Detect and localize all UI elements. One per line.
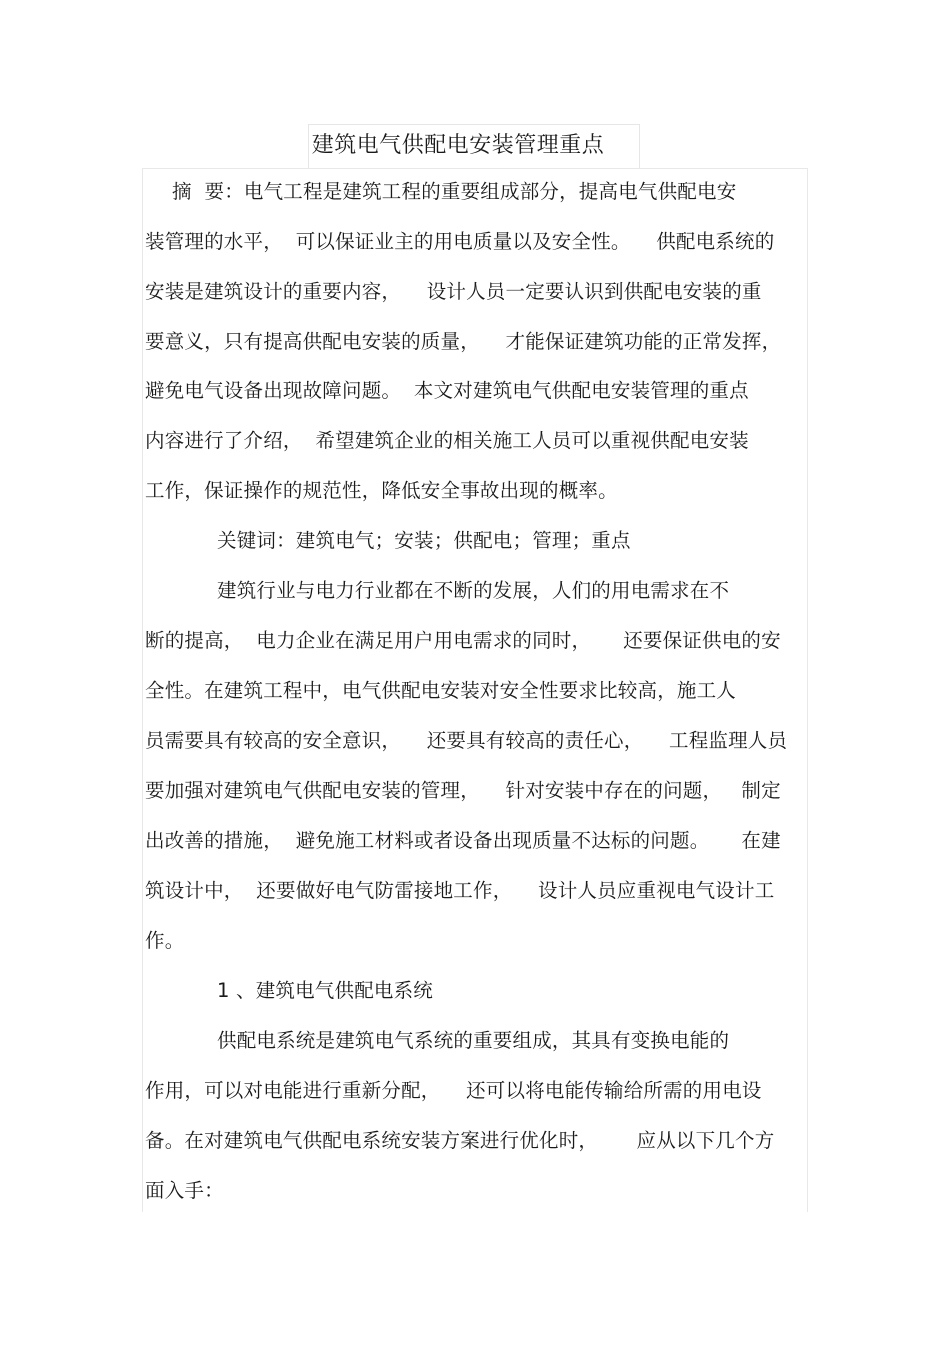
body-line: 出改善的措施， 避免施工材料或者设备出现质量不达标的问题。 在建 <box>145 829 781 852</box>
section-heading: 1 、建筑电气供配电系统 <box>217 979 434 1002</box>
abstract-line: 装管理的水平， 可以保证业主的用电质量以及安全性。 供配电系统的 <box>145 230 775 253</box>
abstract-line: 要意义，只有提高供配电安装的质量， 才能保证建筑功能的正常发挥， <box>145 330 782 353</box>
body-line: 作。 <box>145 929 185 952</box>
body-line: 全性。在建筑工程中，电气供配电安装对安全性要求比较高，施工人 <box>145 679 737 702</box>
body-line: 作用，可以对电能进行重新分配， 还可以将电能传输给所需的用电设 <box>145 1079 762 1102</box>
body-line: 面入手： <box>145 1179 224 1202</box>
body-line: 备。在对建筑电气供配电系统安装方案进行优化时， 应从以下几个方 <box>145 1129 775 1152</box>
document-title: 建筑电气供配电安装管理重点 <box>311 133 605 158</box>
body-line: 员需要具有较高的安全意识， 还要具有较高的责任心， 工程监理人员 <box>145 729 788 752</box>
body-line: 供配电系统是建筑电气系统的重要组成，其具有变换电能的 <box>217 1029 730 1052</box>
body-line: 断的提高， 电力企业在满足用户用电需求的同时， 还要保证供电的安 <box>145 629 781 652</box>
abstract-line: 工作，保证操作的规范性，降低安全事故出现的概率。 <box>145 479 618 502</box>
body-line: 筑设计中， 还要做好电气防雷接地工作， 设计人员应重视电气设计工 <box>145 879 775 902</box>
keywords-line: 关键词：建筑电气；安装；供配电；管理；重点 <box>217 529 631 552</box>
abstract-line: 摘 要：电气工程是建筑工程的重要组成部分，提高电气供配电安 <box>172 180 737 203</box>
abstract-line: 避免电气设备出现故障问题。 本文对建筑电气供配电安装管理的重点 <box>145 379 749 402</box>
abstract-line: 安装是建筑设计的重要内容， 设计人员一定要认识到供配电安装的重 <box>145 280 762 303</box>
body-line: 建筑行业与电力行业都在不断的发展，人们的用电需求在不 <box>217 579 730 602</box>
abstract-line: 内容进行了介绍， 希望建筑企业的相关施工人员可以重视供配电安装 <box>145 429 749 452</box>
body-line: 要加强对建筑电气供配电安装的管理， 针对安装中存在的问题， 制定 <box>145 779 781 802</box>
